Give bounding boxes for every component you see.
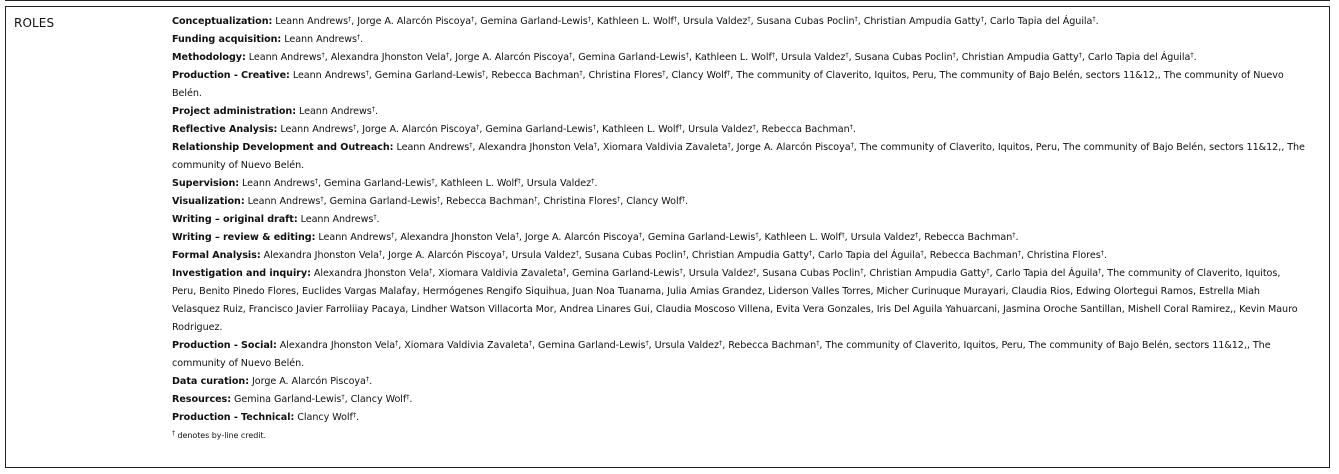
top-rule	[5, 0, 1330, 1]
dagger-mark: †	[321, 51, 325, 59]
dagger-mark: †	[681, 195, 686, 203]
dagger-mark: †	[378, 249, 383, 257]
dagger-mark: †	[771, 51, 776, 59]
dagger-mark: †	[528, 339, 533, 347]
contributor-name: Jorge A. Alarcón Piscoya	[252, 376, 366, 387]
dagger-mark: †	[469, 141, 473, 149]
contributor-name: Susana Cubas Poclin	[756, 16, 855, 27]
contributor-name: Christian Ampudia Gatty	[869, 268, 987, 279]
contributor-name: Alexandra Jhonston Vela	[313, 268, 430, 279]
contributor-name: Xiomara Valdivia Zavaleta	[602, 142, 728, 153]
dagger-mark: †	[353, 123, 357, 131]
role-row: Production - Technical: Clancy Wolf†.	[172, 411, 360, 423]
dagger-mark: †	[638, 231, 642, 239]
role-name: Investigation and inquiry:	[172, 268, 311, 279]
additional-contributors: , The community of Claverito, Iquitos, Peru, The community of Bajo Belén, sectors 11&12,, The community of Nuevo Belén.	[172, 340, 1271, 369]
role-row: Supervision: Leann Andrews†, Gemina Garland-Lewis†, Kathleen L. Wolf†, Ursula Valdez†.	[172, 177, 598, 189]
contributor-name: Jorge A. Alarcón Piscoya	[455, 52, 570, 63]
dagger-mark: †	[673, 15, 678, 23]
section-label: ROLES	[14, 16, 55, 30]
dagger-mark: †	[436, 195, 441, 203]
contributor-name: Xiomara Valdivia Zavaleta	[404, 340, 529, 351]
dagger-mark: †	[517, 177, 521, 185]
role-name: Production - Social:	[172, 340, 277, 351]
role-name: Relationship Development and Outreach:	[172, 142, 394, 153]
dagger-mark: †	[849, 123, 853, 131]
dagger-mark: †	[501, 249, 506, 257]
dagger-mark: †	[915, 231, 919, 239]
role-row: Production - Social: Alexandra Jhonston Vela†, Xiomara Valdivia Zavaleta†, Gemina Garland-Lewis†, Ursula Valdez†, Rebecca Bachman†, The community of Claverito, Iquitos, Peru, The community of Bajo Belén, sectors 11&12,, The community of Nuevo Belén.	[172, 339, 1271, 369]
contributor-name: , Christina Flores	[1020, 250, 1101, 261]
dagger-mark: †	[365, 375, 370, 383]
contributor-name: Kathleen L. Wolf	[694, 52, 772, 63]
dagger-mark: †	[373, 213, 377, 221]
role-name: Resources:	[172, 394, 231, 405]
contributor-name: Leann Andrews	[299, 106, 372, 117]
contributor-name: Gemina Garland-Lewis	[538, 340, 646, 351]
role-row: Funding acquisition: Leann Andrews†.	[172, 33, 364, 45]
dagger-mark: †	[1092, 15, 1096, 23]
dagger-mark: †	[446, 51, 450, 59]
contributor-name: Kathleen L. Wolf	[596, 16, 674, 27]
dagger-mark: †	[845, 51, 849, 59]
dagger-mark: †	[662, 69, 666, 77]
footnote-text: denotes by-line credit.	[174, 431, 266, 440]
dagger-mark: †	[391, 231, 395, 239]
dagger-mark: †	[431, 177, 435, 185]
dagger-mark: †	[395, 339, 399, 347]
dagger-mark: †	[562, 267, 567, 275]
dagger-mark: †	[986, 267, 990, 275]
role-name: Supervision:	[172, 178, 240, 189]
role-name: Project administration:	[172, 106, 296, 117]
dagger-mark: †	[482, 69, 486, 77]
contributor-name: Alexandra Jhonston Vela	[400, 232, 516, 243]
contributor-name: Kathleen L. Wolf	[440, 178, 518, 189]
dagger-mark: †	[860, 267, 864, 275]
contributor-name: Leann Andrews	[247, 196, 321, 207]
roles-list	[172, 13, 1307, 444]
dagger-mark: †	[371, 105, 375, 113]
contributor-name: Leann Andrews	[292, 70, 366, 81]
dagger-mark: †	[593, 141, 597, 149]
contributor-name: Leann Andrews	[248, 52, 322, 63]
role-name: Reflective Analysis:	[172, 124, 278, 135]
contributor-name: Leann Andrews	[280, 124, 354, 135]
dagger-mark: †	[645, 339, 649, 347]
contributor-name: Christian Ampudia Gatty	[961, 52, 1079, 63]
contributor-name: Jorge A. Alarcón Piscoya	[388, 250, 502, 261]
dagger-mark: †	[920, 249, 924, 257]
dagger-mark: †	[569, 51, 573, 59]
dagger-mark: †	[816, 339, 820, 347]
dagger-mark: †	[515, 231, 519, 239]
dagger-mark: †	[471, 15, 475, 23]
contributor-name: Jorge A. Alarcón Piscoya	[357, 16, 472, 27]
dagger-mark: †	[854, 15, 858, 23]
dagger-mark: †	[1100, 249, 1104, 257]
role-name: Conceptualization:	[172, 16, 273, 27]
dagger-mark: †	[753, 267, 757, 275]
contributor-name: Alexandra Jhonston Vela	[263, 250, 379, 261]
dagger-mark: †	[755, 231, 759, 239]
contributor-name: Leann Andrews	[396, 142, 470, 153]
contributor-name: Xiomara Valdivia Zavaleta	[438, 268, 563, 279]
contributor-name: Susana Cubas Poclin	[854, 52, 953, 63]
contributor-name: Kathleen L. Wolf	[601, 124, 679, 135]
dagger-mark: †	[752, 123, 756, 131]
additional-contributors: , The community of Claverito, Iquitos, Peru, The community of Bajo Belén, sectors 11&12,, The community of Nuevo Belén.	[172, 142, 1305, 171]
contributor-name: Ursula Valdez	[688, 124, 753, 135]
contributor-name: Rebecca Bachman	[446, 196, 535, 207]
contributor-name: Leann Andrews	[284, 34, 357, 45]
contributor-name: Christian Ampudia Gatty	[863, 16, 981, 27]
contributor-name: , Carlo Tapia del Águila	[983, 16, 1093, 27]
contributor-name: Leann Andrews	[275, 16, 349, 27]
contributor-name: Rebecca Bachman	[491, 70, 580, 81]
contributor-name: , Clancy Wolf	[620, 196, 682, 207]
dagger-mark: †	[1017, 249, 1021, 257]
role-name: Formal Analysis:	[172, 250, 261, 261]
contributor-name: Ursula Valdez	[511, 250, 576, 261]
role-row: Project administration: Leann Andrews†.	[172, 105, 378, 117]
dagger-mark: †	[727, 141, 731, 149]
role-row: Writing – original draft: Leann Andrews†.	[172, 213, 380, 225]
role-name: Visualization:	[172, 196, 245, 207]
contributor-name: Alexandra Jhonston Vela	[330, 52, 446, 63]
dagger-mark: †	[678, 123, 683, 131]
contributor-name: Gemina Garland-Lewis	[323, 178, 432, 189]
role-row: Investigation and inquiry: Alexandra Jhonston Vela†, Xiomara Valdivia Zavaleta†, Gemina Garland-Lewis†, Ursula Valdez†, Susana Cubas Poclin†, Christian Ampudia Gatty†, Carlo Tapia del Águila†, The community of Claverito, Iquitos, Peru, Benito Pinedo Flores, Euclides Vargas Malafay, Hermógenes Rengifo Siquihua, Juan Noa Tuanama, Julia Amias Grandez, Liderson Valles Torres, Micher Curinuque Murayari, Claudia Rios, Edwing Olortegui Ramos, Estrella Miah Velasquez Ruiz, Francisco Javier Farroliiay Pacaya, Lindher Watson Villacorta Mor, Andrea Linares Gui, Claudia Moscoso Villena, Evita Vera Gonzales, Iris Del Aguila Yahuarcani, Jasmina Oroche Santillan, Mishell Coral Ramirez,, Kevin Mauro Rodriguez.	[172, 267, 1298, 333]
dagger-mark: †	[592, 123, 596, 131]
additional-contributors: , The community of Claverito, Iquitos, Peru, Benito Pinedo Flores, Euclides Vargas Malafay, Hermógenes Rengifo Siquihua, Juan Noa Tuanama, Julia Amias Grandez, Liderson Valles Torres, Micher Curinuque Murayari, Claudia Rios, Edwing Olortegui Ramos, Estrella Miah Velasquez Ruiz, Francisco Javier Farroliiay Pacaya, Lindher Watson Villacorta Mor, Andrea Linares Gui, Claudia Moscoso Villena, Evita Vera Gonzales, Iris Del Aguila Yahuarcani, Jasmina Oroche Santillan, Mishell Coral Ramirez,, Kevin Mauro Rodriguez.	[172, 268, 1298, 333]
contributor-name: Ursula Valdez	[781, 52, 846, 63]
dagger-mark: †	[850, 141, 854, 149]
role-row: Reflective Analysis: Leann Andrews†, Jorge A. Alarcón Piscoya†, Gemina Garland-Lewis†, Kathleen L. Wolf†, Ursula Valdez†, Rebecca Bachman†.	[172, 123, 856, 135]
contributor-name: Ursula Valdez	[654, 340, 720, 351]
dagger-mark: †	[727, 69, 731, 77]
role-name: Writing – original draft:	[172, 214, 298, 225]
dagger-mark: †	[1190, 51, 1194, 59]
dagger-mark: †	[747, 15, 751, 23]
contributor-name: Alexandra Jhonston Vela	[478, 142, 594, 153]
dagger-mark: †	[534, 195, 538, 203]
contributor-name: Susana Cubas Poclin	[584, 250, 683, 261]
dagger-mark: †	[591, 177, 595, 185]
contributor-name: Kathleen L. Wolf	[764, 232, 842, 243]
role-row: Visualization: Leann Andrews†, Gemina Garland-Lewis†, Rebecca Bachman†, Christina Flores†, Clancy Wolf†.	[172, 195, 689, 207]
role-row: Formal Analysis: Alexandra Jhonston Vela†, Jorge A. Alarcón Piscoya†, Ursula Valdez†, Susana Cubas Poclin†, Christian Ampudia Gatty†, Carlo Tapia del Águila†, Rebecca Bachman†, Christina Flores†.	[172, 249, 1107, 261]
role-name: Data curation:	[172, 376, 249, 387]
contributor-name: Clancy Wolf	[297, 412, 353, 423]
contributor-name: Clancy Wolf	[671, 70, 728, 81]
contributor-name: , Ursula Valdez	[520, 178, 592, 189]
role-row: Conceptualization: Leann Andrews†, Jorge A. Alarcón Piscoya†, Gemina Garland-Lewis†, Kathleen L. Wolf†, Ursula Valdez†, Susana Cubas Poclin†, Christian Ampudia Gatty†, Carlo Tapia del Águila†.	[172, 15, 1099, 27]
contributor-name: Christian Ampudia Gatty	[691, 250, 809, 261]
dagger-mark: †	[356, 33, 361, 41]
contributor-name: , Rebecca Bachman	[918, 232, 1013, 243]
contributor-name: Ursula Valdez	[688, 268, 754, 279]
contributor-name: Carlo Tapia del Águila	[995, 268, 1099, 279]
dagger-mark: †	[685, 51, 689, 59]
contributor-name: Christina Flores	[543, 196, 618, 207]
contributor-name: Leann Andrews	[300, 214, 374, 225]
dagger-mark: †	[841, 231, 845, 239]
contributor-name: Gemina Garland-Lewis	[578, 52, 686, 63]
additional-contributors: , The community of Claverito, Iquitos, Peru, The community of Bajo Belén, sectors 11&12,, The community of Nuevo Belén.	[172, 70, 1284, 99]
contributor-name: Gemina Garland-Lewis	[647, 232, 756, 243]
contributor-name: Alexandra Jhonston Vela	[279, 340, 396, 351]
contributor-name: Gemina Garland-Lewis	[480, 16, 588, 27]
contributor-name: Ursula Valdez	[850, 232, 916, 243]
role-name: Production - Technical:	[172, 412, 295, 423]
contributor-name: Gemina Garland-Lewis	[485, 124, 593, 135]
role-row: Production - Creative: Leann Andrews†, Gemina Garland-Lewis†, Rebecca Bachman†, Christina Flores†, Clancy Wolf†, The community of Claverito, Iquitos, Peru, The community of Bajo Belén, sectors 11&12,, The community of Nuevo Belén.	[172, 69, 1284, 99]
role-name: Methodology:	[172, 52, 246, 63]
role-row: Resources: Gemina Garland-Lewis†, Clancy Wolf†.	[172, 393, 413, 405]
dagger-mark: †	[579, 69, 583, 77]
dagger-mark: †	[617, 195, 621, 203]
dagger-mark: †	[341, 393, 345, 401]
dagger-mark: †	[682, 249, 686, 257]
role-name: Production - Creative:	[172, 70, 290, 81]
dagger-mark: †	[314, 177, 318, 185]
contributor-name: Carlo Tapia del Águila	[818, 250, 921, 261]
dagger-mark: †	[429, 267, 433, 275]
dagger-mark: †	[365, 69, 369, 77]
contributor-name: Clancy Wolf	[350, 394, 407, 405]
contributor-name: Gemina Garland-Lewis	[572, 268, 680, 279]
contributor-name: Jorge A. Alarcón Piscoya	[524, 232, 639, 243]
dagger-mark: †	[1078, 51, 1082, 59]
role-name: Funding acquisition:	[172, 34, 282, 45]
contributor-name: Christina Flores	[588, 70, 663, 81]
role-row: Relationship Development and Outreach: Leann Andrews†, Alexandra Jhonston Vela†, Xiomara Valdivia Zavaleta†, Jorge A. Alarcón Piscoya†, The community of Claverito, Iquitos, Peru, The community of Bajo Belén, sectors 11&12,, The community of Nuevo Belén.	[172, 141, 1305, 171]
dagger-mark: †	[719, 339, 723, 347]
contributor-name: , Carlo Tapia del Águila	[1081, 52, 1191, 63]
dagger-mark: †	[808, 249, 813, 257]
dagger-mark: †	[575, 249, 579, 257]
contributor-name: Gemina Garland-Lewis	[329, 196, 437, 207]
contributor-name: Leann Andrews	[242, 178, 315, 189]
dagger-mark: †	[952, 51, 956, 59]
contributor-name: Jorge A. Alarcón Piscoya	[362, 124, 477, 135]
contributor-name: Gemina Garland-Lewis	[234, 394, 342, 405]
dagger-mark: †	[679, 267, 683, 275]
dagger-mark: †	[406, 393, 410, 401]
role-row: Methodology: Leann Andrews†, Alexandra Jhonston Vela†, Jorge A. Alarcón Piscoya†, Gemina Garland-Lewis†, Kathleen L. Wolf†, Ursula Valdez†, Susana Cubas Poclin†, Christian Ampudia Gatty†, Carlo Tapia del Águila†.	[172, 51, 1197, 63]
dagger-mark: †	[320, 195, 324, 203]
role-row: Writing – review & editing: Leann Andrews†, Alexandra Jhonston Vela†, Jorge A. Alarcón Piscoya†, Gemina Garland-Lewis†, Kathleen L. Wolf†, Ursula Valdez†, Rebecca Bachman†.	[172, 231, 1019, 243]
role-row: Data curation: Jorge A. Alarcón Piscoya†.	[172, 375, 373, 387]
contributor-name: Jorge A. Alarcón Piscoya	[736, 142, 851, 153]
dagger-mark: †	[348, 15, 352, 23]
dagger-mark: †	[476, 123, 480, 131]
contributor-name: Rebecca Bachman	[728, 340, 817, 351]
dagger-mark: †	[1098, 267, 1102, 275]
contributor-name: Ursula Valdez	[683, 16, 748, 27]
dagger-mark: †	[172, 430, 175, 437]
role-name: Writing – review & editing:	[172, 232, 316, 243]
contributor-name: Rebecca Bachman	[929, 250, 1018, 261]
roles-table	[5, 6, 1330, 468]
contributor-name: Gemina Garland-Lewis	[374, 70, 483, 81]
dagger-mark: †	[587, 15, 591, 23]
contributor-name: Susana Cubas Poclin	[762, 268, 861, 279]
dagger-mark: †	[980, 15, 984, 23]
contributor-name: , Rebecca Bachman	[755, 124, 850, 135]
contributor-name: Leann Andrews	[318, 232, 392, 243]
dagger-mark: †	[1012, 231, 1016, 239]
dagger-mark: †	[352, 411, 357, 419]
footnote	[172, 427, 1307, 444]
